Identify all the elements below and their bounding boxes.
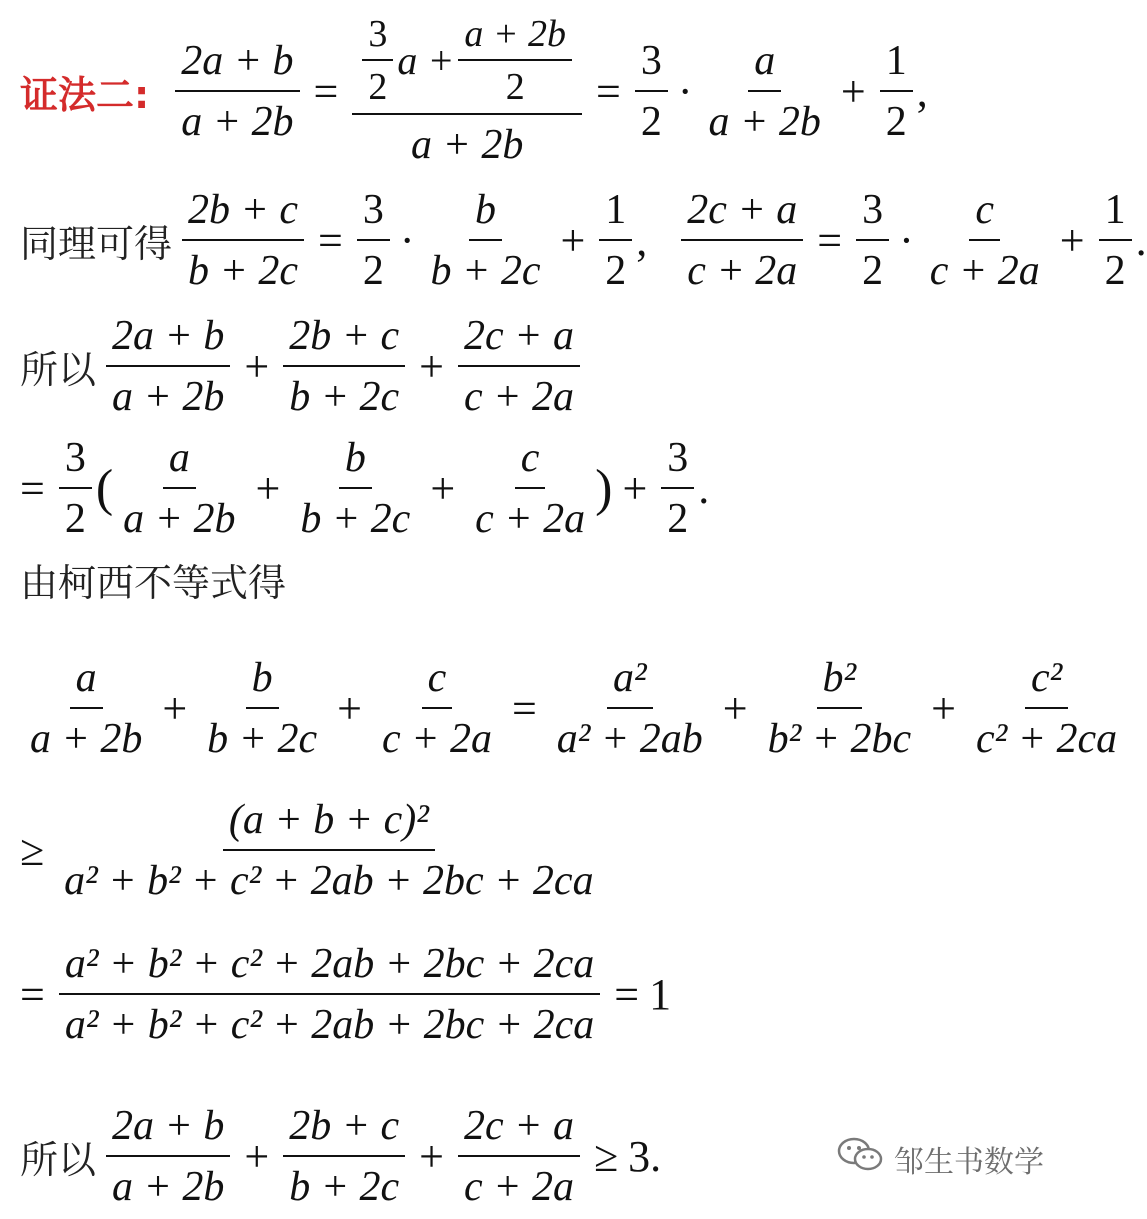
fraction: $\frac{3}{2}$ [362, 10, 393, 113]
period: . [650, 1132, 662, 1182]
fraction: $\frac{a}{a + 2b}$ [24, 650, 148, 767]
proof-line-4 [20, 430, 709, 547]
fraction: $\frac{2a + b}{a + 2b}$ [106, 308, 230, 425]
fraction: $\frac{\text{b²}}{\text{b² + 2bc}}$ [762, 650, 918, 767]
fraction: $\frac{\text{a²}}{\text{a² + 2ab}}$ [551, 650, 709, 767]
fraction: $\frac{\text{a² + b² + c² + 2ab + 2bc + 2ca}}{\text{a² + b² + c² + 2ab + 2bc + 2ca}}$ [59, 936, 600, 1053]
wechat-icon [836, 1135, 884, 1183]
fraction: $\frac{2c + a}{c + 2a}$ [458, 308, 580, 425]
fraction: $\frac{3}{2}$ [856, 182, 889, 299]
right-paren: ) [595, 460, 613, 518]
fraction: $\frac{c}{c + 2a}$ [924, 182, 1046, 299]
fraction: $\frac{a}{a + 2b}$ [703, 33, 827, 150]
intro-text: 所以 [20, 348, 97, 393]
equals-sign: = [817, 216, 843, 266]
period: . [1135, 216, 1147, 266]
fraction: $\frac{b}{b + 2c}$ [294, 430, 416, 547]
plus-sign: + [419, 342, 444, 392]
intro-text: 所以 [20, 1138, 97, 1183]
proof-line-6 [20, 650, 1127, 767]
equals-sign: = [20, 970, 45, 1020]
period: . [698, 464, 710, 514]
plus-sign: + [244, 342, 270, 392]
greater-equal-sign: ≥ [20, 826, 45, 876]
plus-sign: + [419, 1132, 444, 1182]
intro-text: 同理可得 [20, 222, 173, 267]
plus-sign: + [337, 684, 362, 734]
plus-sign: + [255, 464, 281, 514]
proof-line-1 [20, 10, 928, 173]
equals-sign: = [318, 216, 343, 266]
compound-fraction: $\frac{3}{2}$ a + $\frac{a + 2b}{2}$ a + 2b [352, 10, 582, 173]
fraction: $\frac{3}{2}$ [635, 33, 668, 150]
left-paren: ( [95, 460, 114, 518]
proof-line-8 [20, 936, 671, 1053]
fraction: $\frac{3}{2}$ [357, 182, 390, 299]
fraction: $\frac{2a + b}{a + 2b}$ [106, 1098, 230, 1215]
proof-line-7 [20, 792, 604, 909]
multiply-dot: · [677, 67, 693, 117]
fraction: $\frac{\text{(a + b + c)²}}{\text{a² + b² + c² + 2ab + 2bc + 2ca}}$ [58, 792, 599, 909]
equals-sign: = [313, 67, 339, 117]
plus-sign: + [560, 216, 586, 266]
fraction: $\frac{2b + c}{b + 2c}$ [182, 182, 304, 299]
equals-sign: = [614, 970, 640, 1020]
fraction: $\frac{a + 2b}{2}$ [458, 10, 572, 113]
plus-sign: + [622, 464, 648, 514]
fraction: $\frac{b}{b + 2c}$ [201, 650, 323, 767]
fraction: $\frac{2b + c}{b + 2c}$ [283, 1098, 405, 1215]
watermark [836, 1135, 1044, 1183]
fraction: $\frac{b}{b + 2c}$ [424, 182, 546, 299]
fraction: $\frac{3}{2}$ [661, 430, 694, 547]
greater-equal-sign: ≥ [593, 1132, 619, 1182]
plus-sign: + [931, 684, 956, 734]
equals-sign: = [596, 67, 621, 117]
proof-line-5 [20, 552, 292, 607]
fraction: $\frac{1}{2}$ [599, 182, 632, 299]
fraction: $\frac{\text{c²}}{\text{c² + 2ca}}$ [970, 650, 1123, 767]
comma: , [636, 216, 648, 266]
fraction: $\frac{2b + c}{b + 2c}$ [283, 308, 405, 425]
multiply-dot: · [399, 216, 415, 266]
plus-sign: + [1059, 216, 1085, 266]
result-value: 1 [649, 970, 672, 1020]
equals-sign: = [511, 684, 537, 734]
fraction: $\frac{2c + a}{c + 2a}$ [458, 1098, 580, 1215]
comma: , [916, 67, 928, 117]
equals-sign: = [20, 464, 45, 514]
plus-sign: + [430, 464, 456, 514]
proof-line-2 [20, 182, 1147, 299]
fraction: $\frac{c}{c + 2a}$ [376, 650, 498, 767]
watermark-text: 邹生书数学 [894, 1145, 1044, 1180]
fraction: $\frac{2c + a}{c + 2a}$ [681, 182, 803, 299]
intro-text: 由柯西不等式得 [20, 561, 287, 605]
multiply-dot: · [899, 216, 914, 266]
fraction: $\frac{a}{a + 2b}$ [117, 430, 241, 547]
fraction: $\frac{c}{c + 2a}$ [469, 430, 591, 547]
fraction: $\frac{1}{2}$ [1099, 182, 1132, 299]
fraction: $\frac{1}{2}$ [880, 33, 913, 150]
plus-sign: + [162, 684, 188, 734]
plus-sign: + [840, 67, 866, 117]
result-value: 3 [628, 1132, 651, 1182]
proof-line-3 [20, 308, 584, 425]
proof-label: 证法二: [20, 73, 150, 118]
plus-sign: + [722, 684, 748, 734]
plus-sign: + [244, 1132, 270, 1182]
proof-line-9 [20, 1098, 661, 1215]
fraction: $\frac{2a + b}{a + 2b}$ [175, 33, 299, 150]
fraction: $\frac{3}{2}$ [59, 430, 92, 547]
